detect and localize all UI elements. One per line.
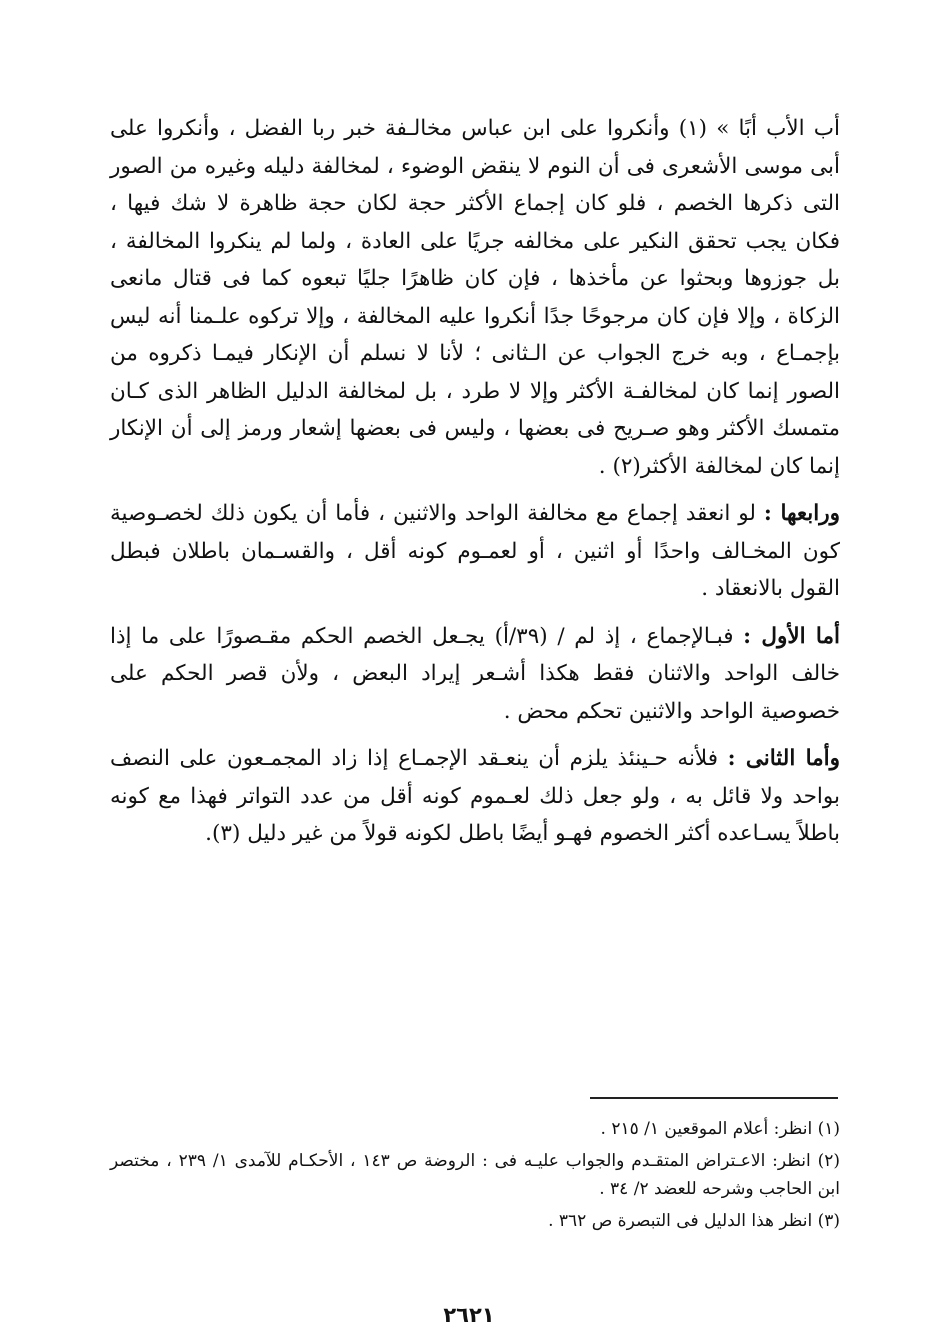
paragraph-3-lead: أما الأول : xyxy=(743,623,840,649)
paragraph-4 xyxy=(110,740,840,853)
paragraph-2-text: لو انعقد إجماع مع مخالفة الواحد والاثنين ، فأما أن يكون ذلك لخصـوصية كون المخـالف واحدًا أو اثنين ، أو لعمـوم كونه أقل ، والقسـمان باطلان فبطل القول بالانعقاد . xyxy=(110,501,840,601)
paragraph-4-text: فلأنه حـينئذ يلزم أن ينعـقد الإجمـاع إذا زاد المجمـعون على النصف بواحد ولا قائل به ، ولو جعل ذلك لعـموم كونه أقل من عدد التواتر فهذا مع كونه باطلاً يسـاعده أكثر الخصوم فهـو أيضًا باطل لكونه قولاً من غير دليل (٣). xyxy=(110,746,840,846)
footnote-3: (٣) انظر هذا الدليل فى التبصرة ص ٣٦٢ . xyxy=(548,1211,840,1231)
paragraph-2-lead: ورابعها : xyxy=(763,501,840,526)
footnote-1: (١) انظر: أعلام الموقعين ١/ ٢١٥ . xyxy=(600,1119,840,1139)
paragraph-3 xyxy=(110,618,840,731)
paragraph-2 xyxy=(110,495,840,608)
paragraph-3-text: فبـالإجماع ، إذ لم / (٣٩/أ) يجـعل الخصم الحكم مقـصورًا على ما إذا خالف الواحد والاثنان فقط هكذا أشـعر إيراد البعض ، ولأن قصر الحكم على خصوصية الواحد والاثنين تحكم محض . xyxy=(110,623,840,724)
paragraph-1 xyxy=(110,110,840,485)
page-number: ٢٦٢١ xyxy=(443,1303,495,1327)
paragraph-1-text: أب الأب أبًا » (١) وأنكروا على ابن عباس مخالـفة خبر ربا الفضل ، وأنكروا على أبى موسى الأشعرى فى أن النوم لا ينقض الوضوء ، لمخالفة دليله وغيره من الصور التى ذكرها الخصم ، فلو كان إجماع الأكثر حجة لكان حجة ظاهرة لا شك فيها ، فكان يجب تحقق النكير على مخالفه جريًا على العادة ، ولما لم ينكروا المخالفة ، بل جوزوها وبحثوا عن مأخذها ، فإن كان ظاهرًا جليًا تبعوه كما فى قتال مانعى الزكاة ، وإلا فإن كان مرجوحًا جدًا أنكروا عليه المخالفة ، وإلا تركوه علـمنا أنه ليس بإجمـاع ، وبه خرج الجواب عن الـثانى ؛ لأنا لا نسلم أن الإنكار فيمـا ذكروه من الصور إنما كان لمخالفـة الأكثر وإلا لا طرد ، بل لمخالفة الدليل الظاهر الذى كـان متمسك الأكثر وهو صـريح فى بعضها ، وليس فى بعضها إشعار ورمز إلى أن الإنكار إنما كان لمخالفة الأكثر(٢) . xyxy=(110,116,840,479)
main-text xyxy=(110,110,840,853)
paragraph-4-lead: وأما الثانى : xyxy=(727,746,840,771)
footnote-divider xyxy=(590,1097,838,1099)
footnote-2: (٢) انظر: الاعـتراض المتقـدم والجواب عليـه فى : الروضة ص ١٤٣ ، الأحكـام للآمدى ١/ ٢٣٩ ، مختصر ابن الحاجب وشرحه للعضد ٢/ ٣٤ . xyxy=(110,1151,840,1199)
footnotes xyxy=(110,1115,840,1239)
